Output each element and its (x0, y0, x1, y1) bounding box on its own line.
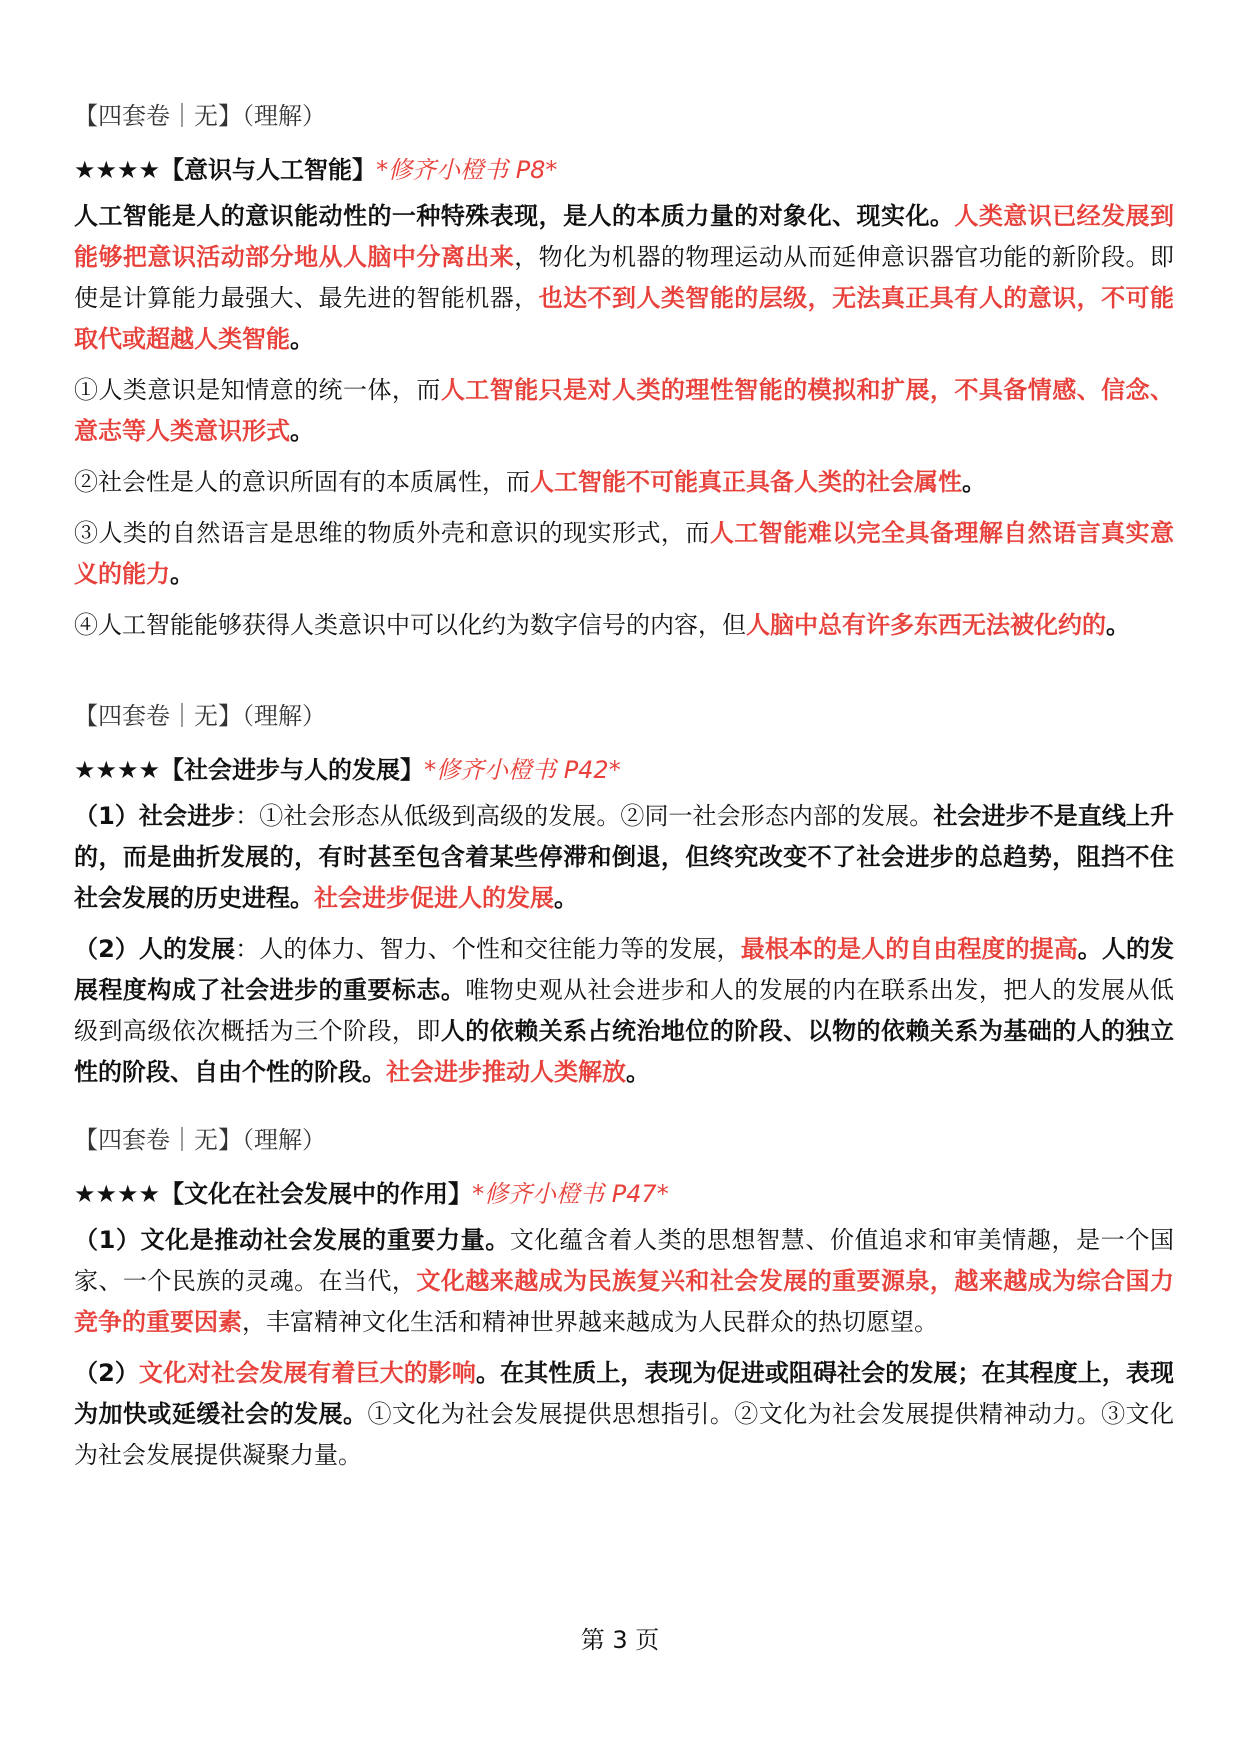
text-bold: （1）社会进步 (74, 802, 236, 830)
section-social-progress (74, 700, 1174, 1093)
paragraph (74, 370, 1174, 452)
text-bold: 人工智能是人的意识能动性的一种特殊表现，是人的本质力量的对象化、现实化。 (74, 202, 955, 230)
text-bold: 。 (554, 884, 578, 912)
text-highlight: 最根本的是人的自由程度的提高 (740, 935, 1078, 963)
text-bold: （2）人的发展 (74, 935, 236, 963)
section-tag: 【四套卷｜无】（理解） (74, 1126, 326, 1154)
paragraph (74, 1220, 1174, 1343)
text-highlight: 社会进步推动人类解放 (386, 1058, 626, 1086)
text-bold: 。 (170, 560, 194, 588)
text-bold: 社会进步不是直线上升的，而是曲折发展的，有时甚至包含着某些停滞和倒退，但终究改变不了社会进步的总趋势，阻挡不住社会发展的历史进程。 (74, 802, 1175, 912)
text-bold: 。 (290, 325, 314, 353)
text-plain: ①人类意识是知情意的统一体，而 (74, 376, 441, 404)
section-title-main: ★★★★【社会进步与人的发展】 (74, 756, 425, 784)
section-tag: 【四套卷｜无】（理解） (74, 702, 326, 730)
text-bold: 人的依赖关系占统治地位的阶段、以物的依赖关系为基础的人的独立性的阶段、自由个性的阶段。 (74, 1017, 1175, 1086)
text-highlight: 也达不到人类智能的层级，无法真正具有人的意识，不可能取代或超越人类智能 (74, 284, 1175, 353)
paragraph (74, 796, 1174, 919)
text-bold: （1）文化是推动社会发展的重要力量。 (74, 1226, 510, 1254)
text-highlight: 人工智能不可能真正具备人类的社会属性 (530, 468, 962, 496)
text-plain: ，丰富精神文化生活和精神世界越来越成为人民群众的热切愿望。 (242, 1308, 938, 1336)
text-highlight: 人工智能只是对人类的理性智能的模拟和扩展，不具备情感、信念、意志等人类意识形式 (74, 376, 1175, 445)
section-title-source: *修齐小橙书 P47* (472, 1180, 669, 1208)
text-highlight: 人类意识已经发展到能够把意识活动部分地从人脑中分离出来 (74, 202, 1175, 271)
text-highlight: 文化越来越成为民族复兴和社会发展的重要源泉，越来越成为综合国力竞争的重要因素 (74, 1267, 1175, 1336)
page-number: 第 3 页 (580, 1626, 660, 1654)
paragraph (74, 462, 1174, 503)
text-plain: ：人的体力、智力、个性和交往能力等的发展， (235, 935, 741, 963)
text-highlight: 人工智能难以完全具备理解自然语言真实意义的能力 (74, 519, 1175, 588)
text-plain: 唯物史观从社会进步和人的发展的内在联系出发，把人的发展从低级到高级依次概括为三个阶段，即 (74, 976, 1175, 1045)
section-title-source: *修齐小橙书 P8* (376, 156, 558, 184)
text-bold: 。 (962, 468, 986, 496)
text-bold: 。 (1106, 611, 1130, 639)
text-plain: ④人工智能能够获得人类意识中可以化约为数字信号的内容，但 (74, 611, 746, 639)
paragraph (74, 1353, 1174, 1476)
section-tag: 【四套卷｜无】（理解） (74, 102, 326, 130)
section-title-source: *修齐小橙书 P42* (424, 756, 621, 784)
text-plain: 文化蕴含着人类的思想智慧、价值追求和审美情趣，是一个国家、一个民族的灵魂。在当代， (74, 1226, 1175, 1295)
text-plain: ③人类的自然语言是思维的物质外壳和意识的现实形式，而 (74, 519, 710, 547)
text-bold: 。人的发展程度构成了社会进步的重要标志。 (74, 935, 1175, 1004)
text-highlight: 社会进步促进人的发展 (314, 884, 554, 912)
text-plain: ②社会性是人的意识所固有的本质属性，而 (74, 468, 530, 496)
text-highlight: 文化对社会发展有着巨大的影响 (138, 1359, 476, 1387)
section-title-main: ★★★★【文化在社会发展中的作用】 (74, 1180, 473, 1208)
text-plain: ①文化为社会发展提供思想指引。②文化为社会发展提供精神动力。③文化为社会发展提供凝聚力量。 (74, 1400, 1175, 1469)
text-bold: （2） (74, 1359, 139, 1387)
text-plain: ：①社会形态从低级到高级的发展。②同一社会形态内部的发展。 (235, 802, 934, 830)
section-title (74, 754, 1174, 786)
text-bold: 。 (290, 417, 314, 445)
paragraph (74, 196, 1174, 360)
section-title (74, 1178, 1174, 1210)
text-bold: 。在其性质上，表现为促进或阻碍社会的发展；在其程度上，表现为加快或延缓社会的发展。 (74, 1359, 1175, 1428)
section-consciousness-ai (74, 100, 1174, 646)
paragraph (74, 605, 1174, 646)
text-bold: 。 (626, 1058, 650, 1086)
section-title (74, 154, 1174, 186)
paragraph (74, 513, 1174, 595)
text-plain: ，物化为机器的物理运动从而延伸意识器官功能的新阶段。即使是计算能力最强大、最先进的智能机器， (74, 243, 1175, 312)
section-culture-role (74, 1124, 1174, 1476)
text-highlight: 人脑中总有许多东西无法被化约的 (746, 611, 1106, 639)
paragraph (74, 929, 1174, 1093)
section-title-main: ★★★★【意识与人工智能】 (74, 156, 377, 184)
